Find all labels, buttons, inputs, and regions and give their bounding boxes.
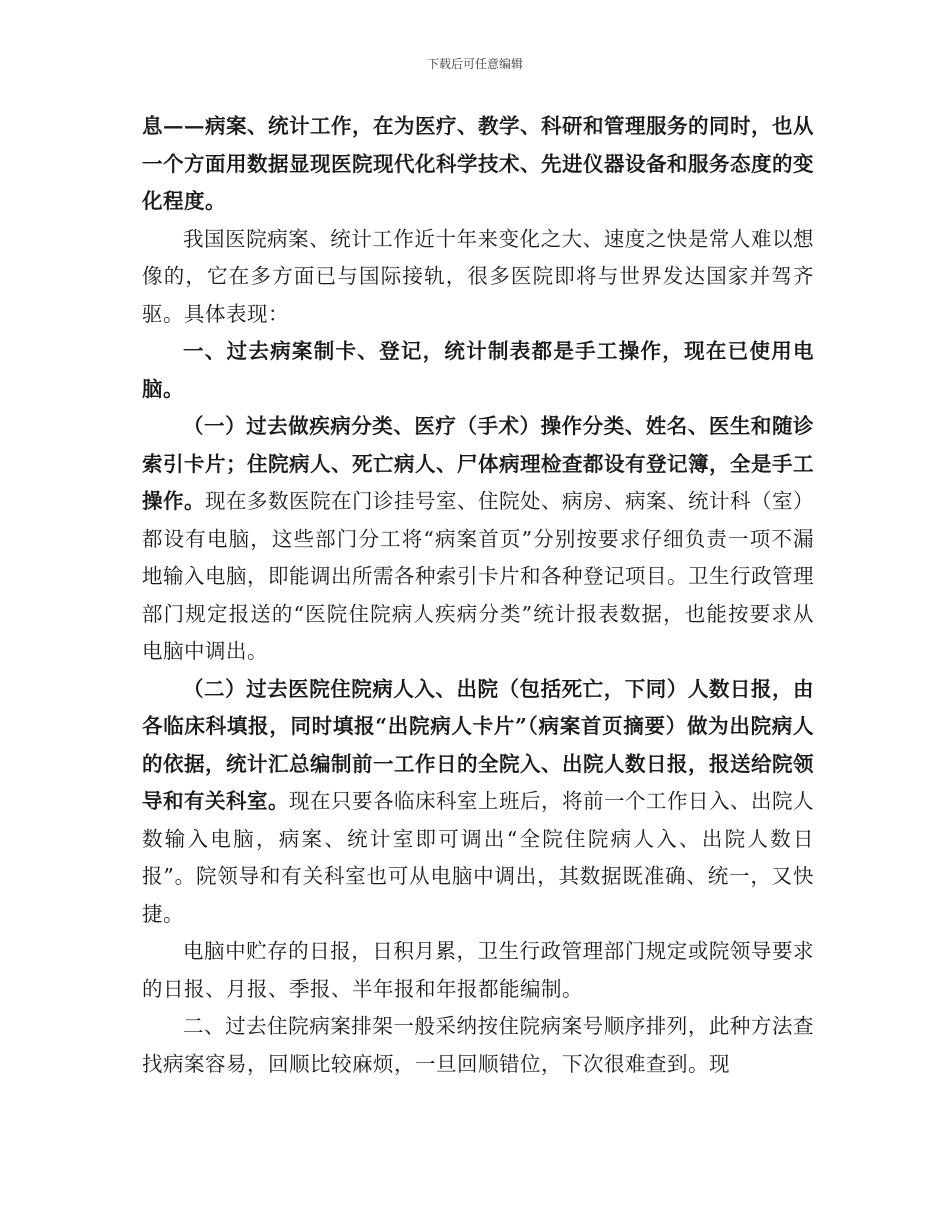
paragraph-1-bold: 息——病案、统计工作，在为医疗、教学、科研和管理服务的同时，也从一个方面用数据显现医院现代化科学技术、先进仪器设备和服务态度的变化程度。 bbox=[142, 114, 814, 213]
paragraph-7 bbox=[142, 1008, 814, 1083]
paragraph-6-text: 电脑中贮存的日报，日积月累，卫生行政管理部门规定或院领导要求的日报、月报、季报、半年报和年报都能编制。 bbox=[142, 939, 814, 1001]
paragraph-3 bbox=[142, 333, 814, 408]
paragraph-4-text: 现在多数医院在门诊挂号室、住院处、病房、病案、统计科（室）都设有电脑，这些部门分工将“病案首页”分别按要求仔细负责一项不漏地输入电脑，即能调出所需各种索引卡片和各种登记项目。卫生行政管理部门规定报送的“医院住院病人疾病分类”统计报表数据，也能按要求从电脑中调出。 bbox=[142, 489, 814, 663]
paragraph-6 bbox=[142, 933, 814, 1008]
paragraph-4-bold: （一）过去做疾病分类、医疗（手术）操作分类、姓名、医生和随诊索引卡片；住院病人、死亡病人、尸体病理检查都设有登记簿，全是手工操作。 bbox=[142, 414, 814, 513]
paragraph-1 bbox=[142, 108, 814, 221]
paragraph-4 bbox=[142, 408, 814, 671]
paragraph-3-bold: 一、过去病案制卡、登记，统计制表都是手工操作，现在已使用电脑。 bbox=[142, 339, 814, 401]
paragraph-2-text: 我国医院病案、统计工作近十年来变化之大、速度之快是常人难以想像的，它在多方面已与国际接轨，很多医院即将与世界发达国家并驾齐驱。具体表现： bbox=[142, 226, 814, 326]
page-header-note: 下载后可任意编辑 bbox=[426, 57, 523, 71]
paragraph-7-text: 二、过去住院病案排架一般采纳按住院病案号顺序排列，此种方法查找病案容易，回顺比较麻烦，一旦回顺错位，下次很难查到。现 bbox=[142, 1014, 814, 1076]
document-body bbox=[142, 108, 814, 1083]
paragraph-5-text: 现在只要各临床科室上班后，将前一个工作日入、出院人数输入电脑，病案、统计室即可调出“全院住院病人入、出院人数日报”。院领导和有关科室也可从电脑中调出，其数据既准确、统一，又快捷。 bbox=[142, 789, 814, 926]
paragraph-2 bbox=[142, 221, 814, 334]
paragraph-5 bbox=[142, 671, 814, 934]
paragraph-5-bold: （二）过去医院住院病人入、出院（包括死亡，下同）人数日报，由各临床科填报，同时填报“出院病人卡片”（病案首页摘要）做为出院病人的依据，统计汇总编制前一工作日的全院入、出院人数日报，报送给院领导和有关科室。 bbox=[142, 676, 814, 813]
